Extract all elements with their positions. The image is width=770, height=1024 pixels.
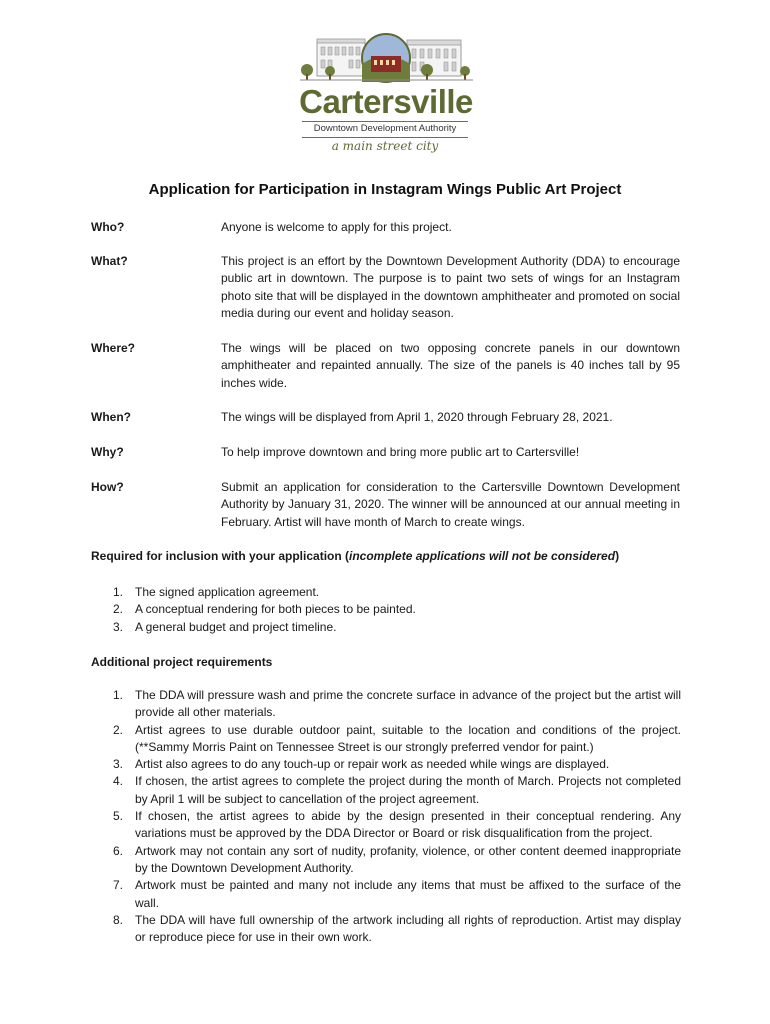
required-heading-note: incomplete applications will not be considered — [349, 549, 616, 563]
list-number: 3. — [113, 619, 124, 634]
list-number: 6. — [113, 843, 124, 858]
list-number: 7. — [113, 878, 124, 893]
list-number: 8. — [113, 912, 124, 927]
qa-question: Where? — [91, 341, 136, 355]
list-text: If chosen, the artist agrees to complete the project during the month of March. Projects not completed by April 1 will be subject to cancellation of the project agreement. — [135, 774, 681, 806]
list-number: 2. — [113, 602, 124, 617]
qa-answer: The wings will be displayed from April 1, 2020 through February 28, 2021. — [221, 410, 613, 424]
list-item — [91, 773, 681, 808]
list-item — [91, 756, 681, 773]
brand-name: Cartersville — [299, 83, 473, 120]
brand-tagline: a main street city — [331, 139, 439, 153]
list-number: 4. — [113, 774, 124, 789]
list-text: The signed application agreement. — [135, 585, 320, 599]
qa-question: What? — [91, 254, 128, 268]
list-item — [91, 843, 681, 878]
qa-question: Who? — [91, 220, 125, 234]
list-number: 2. — [113, 722, 124, 737]
list-text: A general budget and project timeline. — [135, 619, 337, 634]
list-item — [91, 877, 681, 912]
brand-subtitle: Downtown Development Authority — [313, 123, 457, 134]
required-heading — [91, 548, 619, 565]
list-text: A conceptual rendering for both pieces to be painted. — [135, 602, 416, 617]
downtown-skyline-icon — [295, 30, 475, 90]
list-item — [91, 619, 681, 636]
qa-question: Why? — [91, 445, 124, 459]
list-text: The DDA will pressure wash and prime the concrete surface in advance of the project but the artist will provide all other materials. — [135, 688, 681, 720]
list-item — [91, 601, 681, 618]
qa-question: When? — [91, 410, 131, 424]
list-number: 1. — [113, 688, 124, 702]
qa-answer: To help improve downtown and bring more public art to Cartersville! — [221, 445, 580, 459]
required-list — [91, 584, 681, 636]
additional-heading: Additional project requirements — [91, 655, 273, 669]
list-text: Artist agrees to use durable outdoor paint, suitable to the location and conditions of the project. (**Sammy Morris Paint on Tennessee Street is our strongly preferred vendor for paint.) — [135, 722, 681, 754]
list-text: The DDA will have full ownership of the artwork including all rights of reproduction. Artist may display or reproduce piece for use in their own work. — [135, 912, 681, 945]
additional-list — [91, 687, 681, 946]
list-number: 5. — [113, 809, 124, 824]
list-text: Artwork may not contain any sort of nudity, profanity, violence, or other content deemed inappropriate by the Downtown Development Authority. — [135, 843, 681, 875]
list-item — [91, 912, 681, 947]
brand-divider — [302, 137, 468, 138]
qa-answer: This project is an effort by the Downtown Development Authority (DDA) to encourage public art in downtown. The purpose is to paint two sets of wings for an Instagram photo site that will be displayed in the downtown amphitheater and promoted on social media during our event and holiday season. — [221, 254, 680, 320]
document-title: Application for Participation in Instagram Wings Public Art Project — [148, 181, 622, 198]
required-heading-text: Required for inclusion with your application ( — [91, 549, 350, 563]
list-text: Artwork must be painted and many not include any items that must be affixed to the surface of the wall. — [135, 878, 681, 910]
brand-divider — [302, 121, 468, 122]
list-text: If chosen, the artist agrees to abide by the design presented in their conceptual rendering. Any variations must be approved by the DDA Director or Board or risk disqualification from the project. — [135, 809, 681, 841]
qa-question: How? — [91, 480, 124, 494]
list-number: 1. — [113, 585, 124, 599]
list-item — [91, 687, 681, 722]
list-item — [91, 808, 681, 843]
list-text: Artist also agrees to do any touch-up or repair work as needed while wings are displayed. — [135, 757, 610, 772]
list-item — [91, 722, 681, 757]
qa-answer: Anyone is welcome to apply for this project. — [221, 220, 452, 234]
qa-answer: Submit an application for consideration to the Cartersville Downtown Development Authority by January 31, 2020. The winner will be announced at our annual meeting in February. Artist will have month of March to create wings. — [221, 480, 680, 529]
list-number: 3. — [113, 757, 124, 772]
list-item — [91, 584, 681, 601]
required-heading-end: ) — [615, 549, 620, 563]
qa-answer: The wings will be placed on two opposing concrete panels in our downtown amphitheater and repainted annually. The size of the panels is 40 inches tall by 95 inches wide. — [221, 341, 680, 390]
